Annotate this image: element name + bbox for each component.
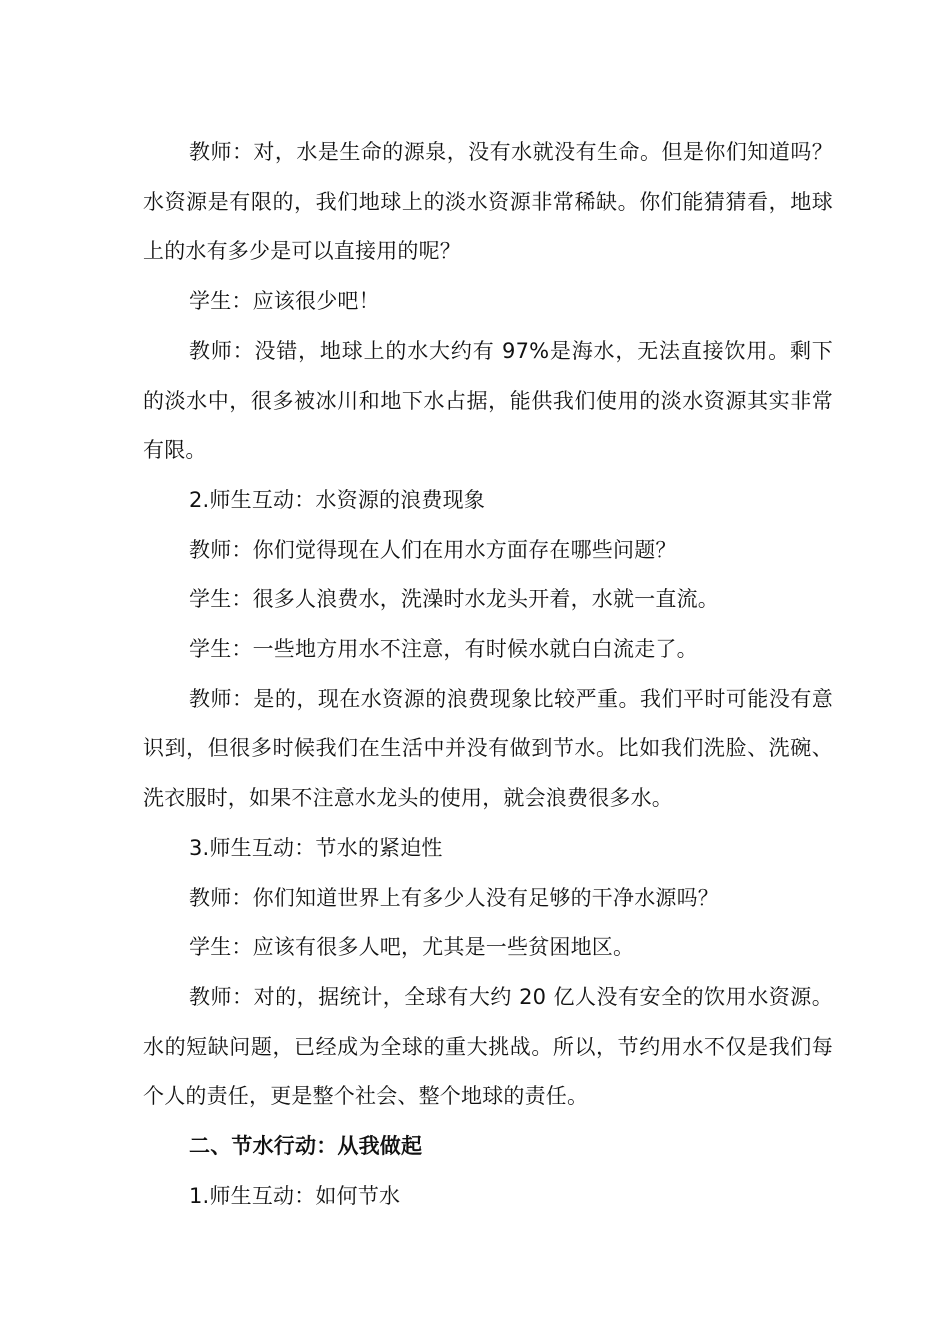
paragraph-student-poor-areas: 学生：应该有很多人吧，尤其是一些贫困地区。 <box>189 935 635 960</box>
paragraph-teacher-water-source: 教师：对，水是生命的源泉，没有水就没有生命。但是你们知道吗？水资源是有限的，我们地球上的淡水资源非常稀缺。你们能猜猜看，地球上的水有多少是可以直接用的呢？ <box>143 140 833 264</box>
paragraph-teacher-waste-serious: 教师：是的，现在水资源的浪费现象比较严重。我们平时可能没有意识到，但很多时候我们在生活中并没有做到节水。比如我们洗脸、洗碗、洗衣服时，如果不注意水龙头的使用，就会浪费很多水。 <box>143 686 833 811</box>
paragraph-student-little: 学生：应该很少吧！ <box>189 289 380 314</box>
paragraph-student-careless: 学生：一些地方用水不注意，有时候水就白白流走了。 <box>189 637 698 662</box>
subheading-waste-phenomenon: 2.师生互动：水资源的浪费现象 <box>189 487 486 512</box>
paragraph-teacher-question-clean-water: 教师：你们知道世界上有多少人没有足够的干净水源吗？ <box>189 885 719 910</box>
document-body <box>143 128 833 1221</box>
paragraph-teacher-question-problems: 教师：你们觉得现在人们在用水方面存在哪些问题？ <box>189 537 677 562</box>
subheading-urgency: 3.师生互动：节水的紧迫性 <box>189 835 443 860</box>
subheading-how-to-save: 1.师生互动：如何节水 <box>189 1183 401 1208</box>
section-heading-action: 二、节水行动：从我做起 <box>189 1134 423 1159</box>
paragraph-teacher-seawater: 教师：没错，地球上的水大约有 97%是海水，无法直接饮用。剩下的淡水中，很多被冰川和地下水占据，能供我们使用的淡水资源其实非常有限。 <box>143 338 833 463</box>
paragraph-student-shower: 学生：很多人浪费水，洗澡时水龙头开着，水就一直流。 <box>189 587 719 612</box>
paragraph-teacher-statistics: 教师：对的，据统计，全球有大约 20 亿人没有安全的饮用水资源。水的短缺问题，已经成为全球的重大挑战。所以，节约用水不仅是我们每个人的责任，更是整个社会、整个地球的责任。 <box>143 984 833 1109</box>
